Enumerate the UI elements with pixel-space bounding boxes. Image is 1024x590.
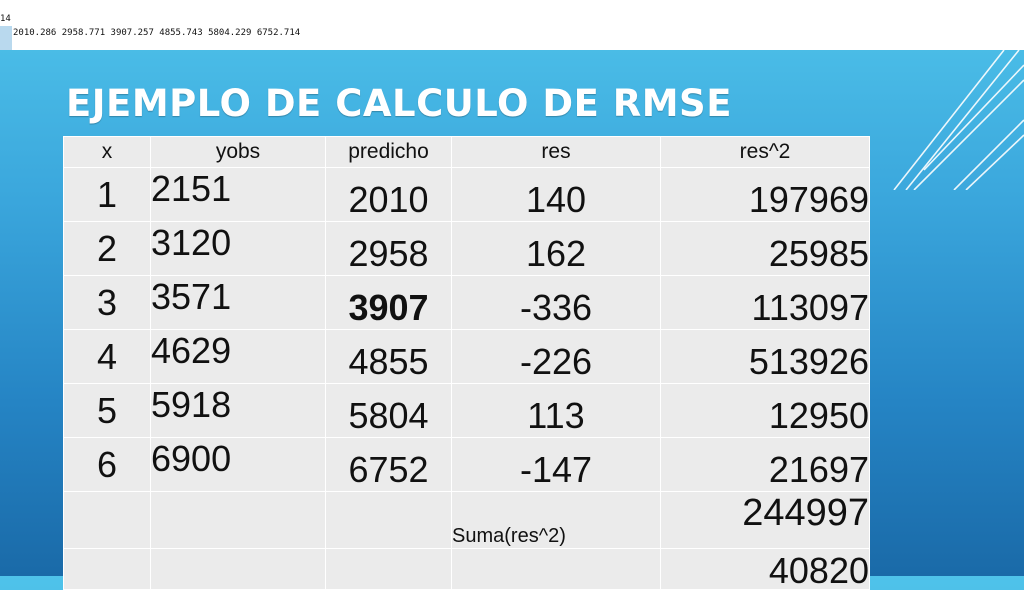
cell-empty: [64, 549, 151, 590]
cell-predicho: 6752: [326, 438, 452, 492]
table-row: [64, 330, 870, 384]
cell-yobs: 2151: [151, 168, 326, 222]
table-row: [64, 384, 870, 438]
table-row: [64, 438, 870, 492]
cell-predicho: 2958: [326, 222, 452, 276]
cell-predicho: 5804: [326, 384, 452, 438]
console-gutter: [0, 26, 12, 50]
cell-res: -336: [452, 276, 661, 330]
mean-value: 40820: [661, 549, 870, 590]
cell-res2: 513926: [661, 330, 870, 384]
rmse-table: [63, 136, 870, 590]
header-row: [64, 137, 870, 168]
cell-empty: [64, 492, 151, 549]
cell-predicho: 4855: [326, 330, 452, 384]
cell-empty: [151, 549, 326, 590]
cell-x: 4: [64, 330, 151, 384]
cell-empty: [326, 492, 452, 549]
table-row: [64, 222, 870, 276]
cell-x: 6: [64, 438, 151, 492]
cell-predicho: 2010: [326, 168, 452, 222]
cell-yobs: 4629: [151, 330, 326, 384]
sum-value: 244997: [661, 492, 870, 549]
console-line-1: 14: [0, 14, 11, 24]
cell-res2: 12950: [661, 384, 870, 438]
cell-empty: [151, 492, 326, 549]
header-predicho: predicho: [326, 137, 452, 168]
cell-empty: [452, 549, 661, 590]
header-res: res: [452, 137, 661, 168]
console-output: [0, 0, 1024, 50]
cell-res2: 197969: [661, 168, 870, 222]
cell-x: 1: [64, 168, 151, 222]
cell-empty: [326, 549, 452, 590]
header-yobs: yobs: [151, 137, 326, 168]
header-res2: res^2: [661, 137, 870, 168]
sum-row: [64, 492, 870, 549]
cell-yobs: 5918: [151, 384, 326, 438]
cell-res: -226: [452, 330, 661, 384]
sum-label: Suma(res^2): [452, 492, 661, 549]
cell-res2: 21697: [661, 438, 870, 492]
header-x: x: [64, 137, 151, 168]
cell-yobs: 6900: [151, 438, 326, 492]
cell-x: 3: [64, 276, 151, 330]
cell-res: 113: [452, 384, 661, 438]
cell-x: 5: [64, 384, 151, 438]
cell-res: 162: [452, 222, 661, 276]
cell-res2: 113097: [661, 276, 870, 330]
cell-res2: 25985: [661, 222, 870, 276]
cell-res: 140: [452, 168, 661, 222]
table-row: [64, 168, 870, 222]
console-line-2: 2010.286 2958.771 3907.257 4855.743 5804.229 6752.714: [13, 28, 301, 38]
mean-row: [64, 549, 870, 590]
cell-yobs: 3571: [151, 276, 326, 330]
page-title: EJEMPLO DE CALCULO DE RMSE: [66, 82, 732, 125]
cell-x: 2: [64, 222, 151, 276]
cell-yobs: 3120: [151, 222, 326, 276]
cell-predicho: 3907: [326, 276, 452, 330]
cell-res: -147: [452, 438, 661, 492]
table-row: [64, 276, 870, 330]
decorative-lines: [854, 50, 1024, 190]
